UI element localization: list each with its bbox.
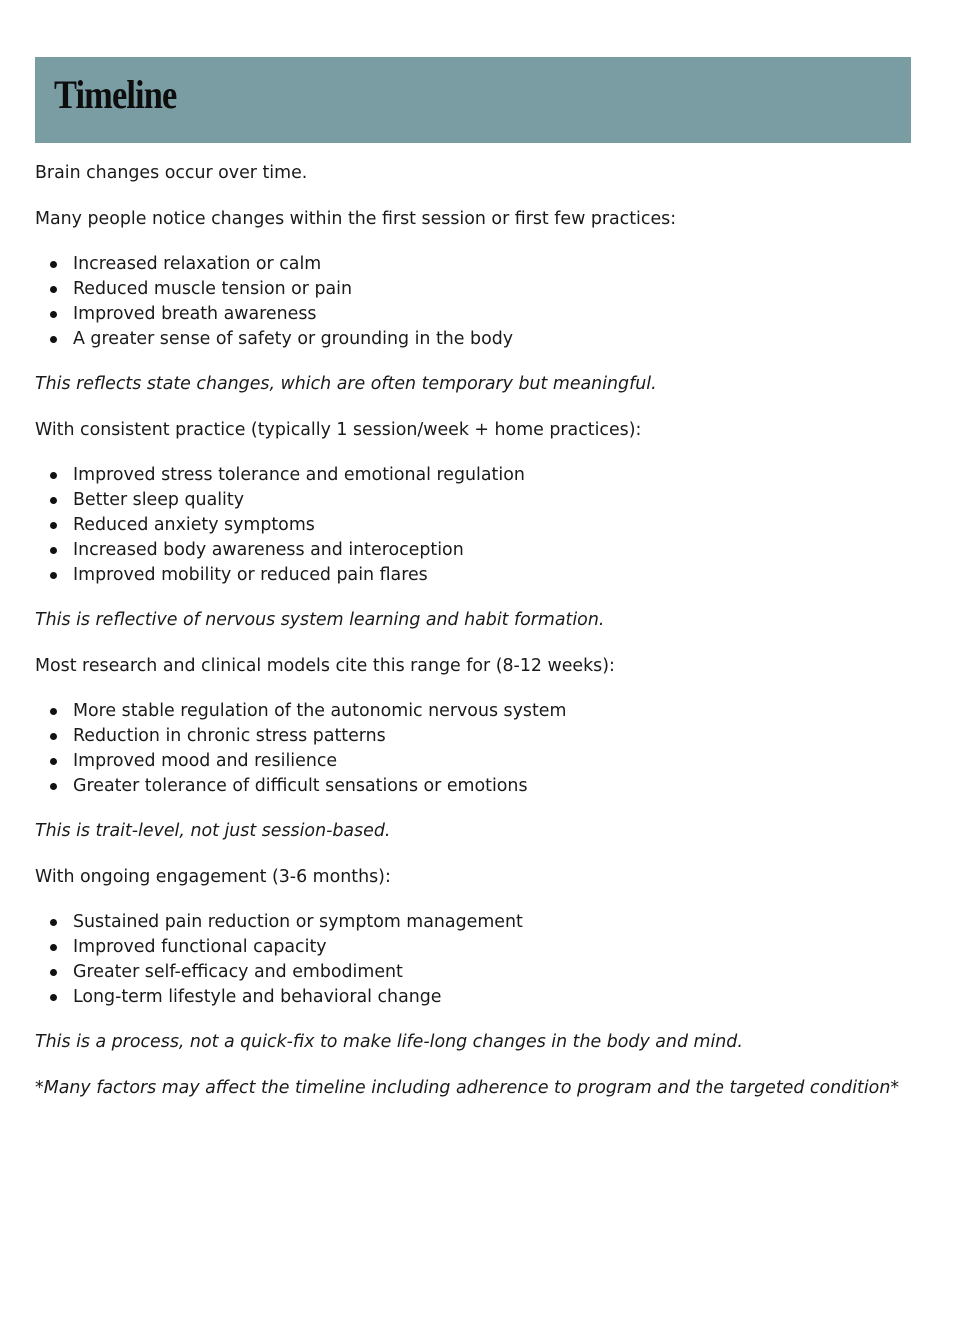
list-item-text: Reduction in chronic stress patterns bbox=[73, 726, 386, 746]
list-item bbox=[35, 538, 925, 563]
section-note-consistent-practice: This is reflective of nervous system learning and habit formation. bbox=[35, 610, 605, 630]
list-item-text: Greater tolerance of difficult sensations or emotions bbox=[73, 776, 528, 796]
list-item-text: Reduced anxiety symptoms bbox=[73, 515, 315, 535]
bullet-list-3-6-months bbox=[35, 910, 925, 1010]
bullet-icon bbox=[50, 261, 57, 268]
list-item-text: Improved breath awareness bbox=[73, 304, 317, 324]
list-item bbox=[35, 749, 925, 774]
list-item bbox=[35, 302, 925, 327]
section-lead-8-12-weeks: Most research and clinical models cite this range for (8-12 weeks): bbox=[35, 656, 615, 676]
list-item bbox=[35, 563, 925, 588]
bullet-list-consistent-practice bbox=[35, 463, 925, 588]
bullet-icon bbox=[50, 497, 57, 504]
list-item-text: A greater sense of safety or grounding in the body bbox=[73, 329, 514, 349]
list-item-text: Better sleep quality bbox=[73, 490, 244, 510]
list-item bbox=[35, 724, 925, 749]
list-item bbox=[35, 960, 925, 985]
bullet-icon bbox=[50, 522, 57, 529]
bullet-icon bbox=[50, 919, 57, 926]
bullet-icon bbox=[50, 733, 57, 740]
section-lead-first-sessions: Many people notice changes within the first session or first few practices: bbox=[35, 209, 677, 229]
bullet-icon bbox=[50, 286, 57, 293]
list-item bbox=[35, 935, 925, 960]
list-item-text: Improved mood and resilience bbox=[73, 751, 338, 771]
bullet-icon bbox=[50, 969, 57, 976]
list-item bbox=[35, 774, 925, 799]
list-item bbox=[35, 910, 925, 935]
list-item-text: More stable regulation of the autonomic nervous system bbox=[73, 701, 567, 721]
list-item-text: Improved stress tolerance and emotional regulation bbox=[73, 465, 525, 485]
bullet-icon bbox=[50, 572, 57, 579]
bullet-icon bbox=[50, 336, 57, 343]
bullet-list-8-12-weeks bbox=[35, 699, 925, 799]
list-item-text: Improved mobility or reduced pain flares bbox=[73, 565, 428, 585]
page-title: Timeline bbox=[54, 72, 177, 117]
section-note-first-sessions: This reflects state changes, which are often temporary but meaningful. bbox=[35, 374, 657, 394]
list-item-text: Sustained pain reduction or symptom management bbox=[73, 912, 523, 932]
bullet-icon bbox=[50, 758, 57, 765]
bullet-icon bbox=[50, 944, 57, 951]
bullet-icon bbox=[50, 311, 57, 318]
list-item bbox=[35, 488, 925, 513]
bullet-icon bbox=[50, 994, 57, 1001]
list-item bbox=[35, 252, 925, 277]
list-item bbox=[35, 463, 925, 488]
title-banner bbox=[35, 57, 911, 143]
list-item-text: Improved functional capacity bbox=[73, 937, 327, 957]
bullet-icon bbox=[50, 472, 57, 479]
section-note-3-6-months: This is a process, not a quick-fix to make life-long changes in the body and mind. bbox=[35, 1032, 743, 1052]
bullet-icon bbox=[50, 783, 57, 790]
bullet-icon bbox=[50, 708, 57, 715]
list-item bbox=[35, 277, 925, 302]
section-note-8-12-weeks: This is trait-level, not just session-based. bbox=[35, 821, 391, 841]
bullet-list-first-sessions bbox=[35, 252, 925, 352]
intro-paragraph: Brain changes occur over time. bbox=[35, 163, 308, 183]
list-item-text: Greater self-efficacy and embodiment bbox=[73, 962, 403, 982]
list-item-text: Increased body awareness and interoception bbox=[73, 540, 464, 560]
list-item bbox=[35, 699, 925, 724]
list-item-text: Long-term lifestyle and behavioral change bbox=[73, 987, 442, 1007]
section-lead-3-6-months: With ongoing engagement (3-6 months): bbox=[35, 867, 391, 887]
list-item bbox=[35, 513, 925, 538]
footnote: *Many factors may affect the timeline including adherence to program and the targeted condition* bbox=[35, 1078, 900, 1098]
section-lead-consistent-practice: With consistent practice (typically 1 session/week + home practices): bbox=[35, 420, 642, 440]
document-body bbox=[35, 161, 925, 1101]
list-item bbox=[35, 327, 925, 352]
list-item bbox=[35, 985, 925, 1010]
list-item-text: Increased relaxation or calm bbox=[73, 254, 322, 274]
list-item-text: Reduced muscle tension or pain bbox=[73, 279, 353, 299]
bullet-icon bbox=[50, 547, 57, 554]
